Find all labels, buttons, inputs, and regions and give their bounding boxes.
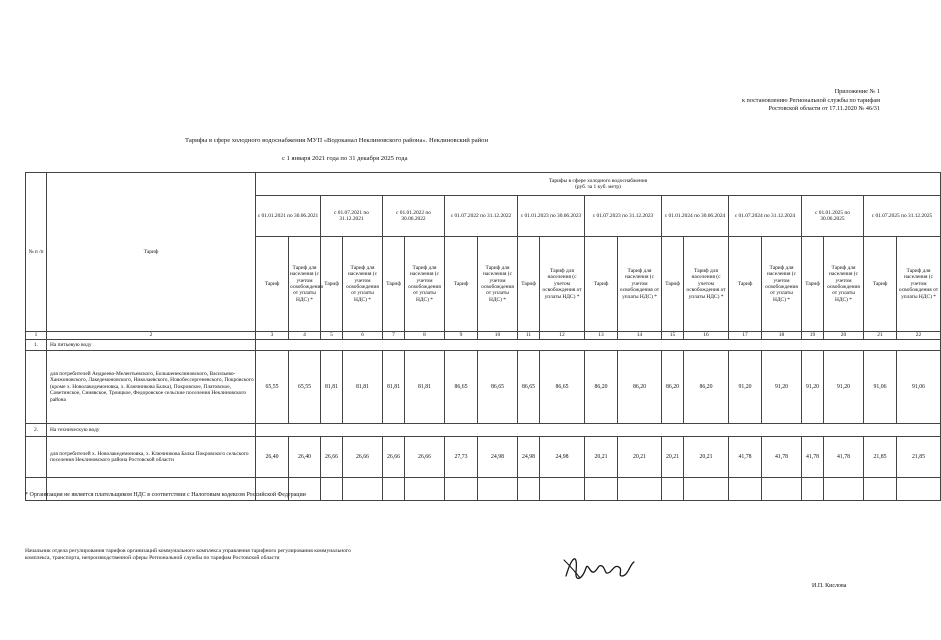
- subheader-population: Тариф для населения (с учетом освобождения от уплаты НДС) *: [405, 237, 445, 332]
- table-cell: 24,98: [540, 437, 585, 478]
- subheader-population: Тариф для населения (с учетом освобождения от уплаты НДС) *: [762, 237, 802, 332]
- column-number: 10: [478, 332, 518, 340]
- subheader-population: Тариф для населения (с учетом освобождения от уплаты НДС) *: [478, 237, 518, 332]
- column-number: 8: [405, 332, 445, 340]
- subheader-population: Тариф для населения (с учетом освобождения от уплаты НДС) *: [684, 237, 729, 332]
- appendix-header: [660, 88, 880, 114]
- column-number: 2: [47, 332, 256, 340]
- header-group: Тарифы в сфере холодного водоснабжения (руб. за 1 куб. метр): [256, 173, 941, 196]
- column-number: 14: [618, 332, 662, 340]
- period-header: с 01.01.2024 по 30.06.2024: [662, 196, 729, 237]
- table-cell: 27,73: [445, 437, 478, 478]
- table-cell: 86,20: [684, 351, 729, 424]
- section-label: На питьевую воду: [47, 340, 256, 351]
- table-cell: 91,06: [897, 351, 941, 424]
- column-number: 13: [585, 332, 618, 340]
- table-cell: 81,81: [321, 351, 343, 424]
- appendix-line-1: Приложение № 1: [834, 88, 880, 95]
- table-cell: 41,78: [762, 437, 802, 478]
- table-row: [26, 437, 941, 478]
- column-number: 20: [824, 332, 864, 340]
- subheader-population: Тариф для населения (с учетом освобождения от уплаты НДС) *: [824, 237, 864, 332]
- period-header: с 01.01.2021 по 30.06.2021: [256, 196, 321, 237]
- document-period: с 1 января 2021 года по 31 декабря 2025 года: [282, 155, 408, 162]
- table-cell: 20,21: [585, 437, 618, 478]
- period-header: с 01.07.2023 по 31.12.2023: [585, 196, 662, 237]
- column-number: 16: [684, 332, 729, 340]
- subheader-tariff: Тариф: [585, 237, 618, 332]
- period-header: с 01.07.2025 по 31.12.2025: [864, 196, 941, 237]
- table-cell: 91,06: [864, 351, 897, 424]
- column-number: 21: [864, 332, 897, 340]
- subheader-tariff: Тариф: [256, 237, 289, 332]
- table-cell: 86,65: [478, 351, 518, 424]
- subheader-tariff: Тариф: [729, 237, 762, 332]
- table-cell: 91,20: [824, 351, 864, 424]
- document-title: Тарифы в сфере холодного водоснабжения МУП «Водоканал Неклиновского района». Неклиновский район: [185, 137, 489, 144]
- signer-name: И.П. Кислова: [812, 583, 847, 589]
- column-number: 4: [289, 332, 321, 340]
- table-cell: 21,85: [864, 437, 897, 478]
- footnote: * Организация не является плательщиком НДС в соответствии с Налоговым кодексом Российской Федерации: [25, 492, 306, 498]
- header-number: № п /п: [26, 173, 47, 332]
- table-cell: 20,21: [618, 437, 662, 478]
- subheader-population: Тариф для населения (с учетом освобождения от уплаты НДС) *: [897, 237, 941, 332]
- column-number: 9: [445, 332, 478, 340]
- subheader-tariff: Тариф: [518, 237, 540, 332]
- table-row: [26, 351, 941, 424]
- table-cell: 65,55: [289, 351, 321, 424]
- table-cell: 91,20: [802, 351, 824, 424]
- table-cell: 65,55: [256, 351, 289, 424]
- period-header: с 01.07.2024 по 31.12.2024: [729, 196, 802, 237]
- period-header: с 01.07.2021 по 31.12.2021: [321, 196, 383, 237]
- table-cell: 24,98: [518, 437, 540, 478]
- table-cell: 26,40: [256, 437, 289, 478]
- signature-image: [560, 546, 640, 590]
- header-tariff: Тариф: [47, 173, 256, 332]
- table-cell: 81,81: [343, 351, 383, 424]
- subheader-tariff: Тариф: [662, 237, 684, 332]
- section-row-drinking: [26, 340, 941, 351]
- row-label: для потребителей Андреево-Мелентьевского, Большенеклиновского, Васильево-Ханжоновского, Лакедемоновского, Николаевского, Новобессергеневского, Покровского (кроме х. Новолакедемоновка, х. Ключникова Балка), Покровское, Платовское, Советинское, Синявское, Троицкое, Федоровское сельские поселения Неклиновского района: [47, 351, 256, 424]
- section-number: 2.: [26, 424, 47, 437]
- table-cell: 24,98: [478, 437, 518, 478]
- row-label: для потребителей х. Новолакедемоновка, х. Ключникова Балка Покровского сельского поселения Неклиновского района Ростовской области: [47, 437, 256, 478]
- column-number: 18: [762, 332, 802, 340]
- table-cell: 41,78: [729, 437, 762, 478]
- column-number: 7: [383, 332, 405, 340]
- subheader-tariff: Тариф: [445, 237, 478, 332]
- table-cell: 81,81: [383, 351, 405, 424]
- subheader-tariff: Тариф: [802, 237, 824, 332]
- column-number: 3: [256, 332, 289, 340]
- section-row-technical: [26, 424, 941, 437]
- table-cell: 86,65: [518, 351, 540, 424]
- table-cell: 20,21: [684, 437, 729, 478]
- subheader-population: Тариф для населения (с учетом освобождения от уплаты НДС) *: [289, 237, 321, 332]
- column-number: 19: [802, 332, 824, 340]
- period-header: с 01.01.2023 по 30.06.2023: [518, 196, 585, 237]
- column-number: 17: [729, 332, 762, 340]
- section-number: 1.: [26, 340, 47, 351]
- table-cell: 41,78: [802, 437, 824, 478]
- period-header: с 01.07.2022 по 31.12.2022: [445, 196, 518, 237]
- table-cell: 20,21: [662, 437, 684, 478]
- table-cell: 26,40: [289, 437, 321, 478]
- tariffs-table: [25, 172, 941, 501]
- column-number: 15: [662, 332, 684, 340]
- signoff-position: Начальник отдела регулирования тарифов организаций коммунального комплекса управления тарифного регулирования коммунального комплекса, транспорта, непроизводственной сферы Региональной службы по тарифам Ростовской области: [25, 548, 351, 562]
- table-cell: 91,20: [762, 351, 802, 424]
- subheader-tariff: Тариф: [864, 237, 897, 332]
- table-cell: 86,20: [662, 351, 684, 424]
- table-cell: 21,85: [897, 437, 941, 478]
- table-cell: 86,20: [618, 351, 662, 424]
- subheader-population: Тариф для населения (с учетом освобождения от уплаты НДС) *: [540, 237, 585, 332]
- subheader-tariff: Тариф: [321, 237, 343, 332]
- subheader-tariff: Тариф: [383, 237, 405, 332]
- table-cell: 81,81: [405, 351, 445, 424]
- column-number: 6: [343, 332, 383, 340]
- column-number: 22: [897, 332, 941, 340]
- subheader-population: Тариф для населения (с учетом освобождения от уплаты НДС) *: [618, 237, 662, 332]
- table-cell: 26,66: [383, 437, 405, 478]
- table-cell: 91,20: [729, 351, 762, 424]
- table-cell: 41,78: [824, 437, 864, 478]
- column-number: 11: [518, 332, 540, 340]
- appendix-line-2: к постановлению Региональной службы по тарифам: [741, 96, 880, 104]
- appendix-line-3: Ростовской области от 17.11.2020 № 46/31: [768, 105, 880, 113]
- table-cell: 86,65: [445, 351, 478, 424]
- period-header: с 01.01.2025 по 30.06.2025: [802, 196, 864, 237]
- column-number: 5: [321, 332, 343, 340]
- table-cell: 86,20: [585, 351, 618, 424]
- column-number: 1: [26, 332, 47, 340]
- table-cell: 26,66: [321, 437, 343, 478]
- table-cell: 86,65: [540, 351, 585, 424]
- table-cell: 26,66: [405, 437, 445, 478]
- table-cell: 26,66: [343, 437, 383, 478]
- subheader-population: Тариф для населения (с учетом освобождения от уплаты НДС) *: [343, 237, 383, 332]
- period-header: с 01.01.2022 по 30.06.2022: [383, 196, 445, 237]
- column-number: 12: [540, 332, 585, 340]
- section-label: На техническую воду: [47, 424, 256, 437]
